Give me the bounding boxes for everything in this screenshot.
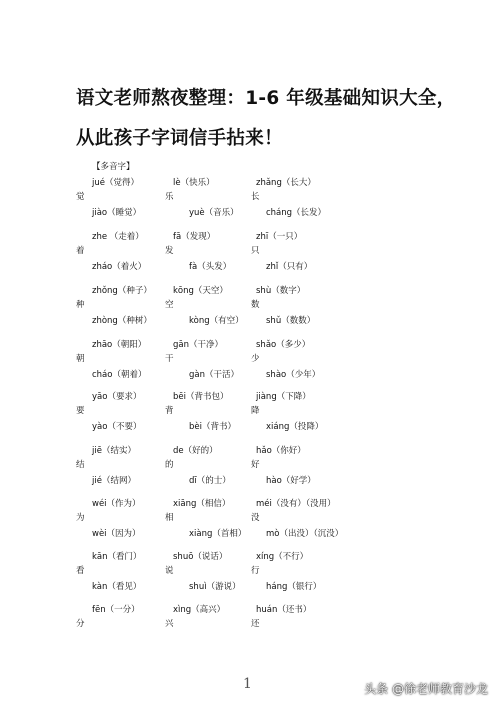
reading-1: zhǒng（种子） — [92, 286, 152, 296]
reading-1: huán（还书） — [256, 605, 312, 615]
reading-1: kān（看门） — [92, 552, 142, 562]
reading-1: zhe （走着） — [92, 232, 144, 242]
reading-1: de（好的） — [173, 446, 218, 456]
reading-1: shǎo（多少） — [256, 340, 311, 350]
polyphonic-character: 发 — [165, 246, 174, 256]
reading-2: wèi（因为） — [92, 529, 141, 539]
polyphonic-character: 只 — [251, 246, 260, 256]
reading-2: dī（的士） — [189, 476, 231, 486]
watermark: 头条 @徐老师教育沙龙 — [364, 682, 488, 696]
reading-1: jiàng（下降） — [256, 392, 311, 402]
polyphonic-row — [0, 550, 500, 598]
reading-2: zhòng（种树） — [92, 316, 152, 326]
reading-1: fā（发现） — [173, 232, 216, 242]
reading-2: cháo（朝着） — [92, 370, 147, 380]
section-label-polyphonic: 【多音字】 — [92, 162, 135, 172]
reading-2: mò（出没）（沉没） — [266, 529, 344, 539]
reading-2: kàn（看见） — [92, 582, 142, 592]
reading-2: jié（结网） — [92, 476, 136, 486]
polyphonic-character: 说 — [165, 566, 174, 576]
reading-2: shuì（游说） — [189, 582, 241, 592]
polyphonic-character: 的 — [165, 460, 174, 470]
polyphonic-row — [0, 338, 500, 386]
reading-1: shù（数字） — [256, 286, 306, 296]
reading-2: shào（少年） — [266, 370, 321, 380]
reading-1: bēi（背书包） — [173, 392, 229, 402]
polyphonic-character: 种 — [76, 300, 85, 310]
reading-1: méi（没有）（没用） — [256, 499, 336, 509]
reading-2: jiào（睡觉） — [92, 208, 142, 218]
polyphonic-character: 看 — [76, 566, 85, 576]
reading-1: kōng（天空） — [173, 286, 228, 296]
article-title-line-2: 从此孩子字词信手拈来！ — [76, 128, 283, 149]
polyphonic-character: 兴 — [165, 619, 174, 629]
polyphonic-character: 朝 — [76, 354, 85, 364]
reading-1: yāo（要求） — [92, 392, 142, 402]
reading-2: fà（头发） — [189, 262, 232, 272]
polyphonic-character: 着 — [76, 246, 85, 256]
reading-2: yào（不要） — [92, 422, 142, 432]
reading-1: shuō（说话） — [173, 552, 228, 562]
polyphonic-character: 还 — [251, 619, 260, 629]
reading-1: zhāo（朝阳） — [92, 340, 147, 350]
polyphonic-character: 好 — [251, 460, 260, 470]
reading-1: xìng（高兴） — [173, 605, 226, 615]
reading-2: háng（银行） — [266, 582, 322, 592]
reading-1: zhǎng（长大） — [256, 178, 316, 188]
polyphonic-character: 觉 — [76, 192, 85, 202]
reading-2: xiàng（首相） — [189, 529, 247, 539]
polyphonic-row — [0, 444, 500, 492]
reading-2: shǔ（数数） — [266, 316, 316, 326]
polyphonic-character: 结 — [76, 460, 85, 470]
polyphonic-row — [0, 230, 500, 278]
polyphonic-character: 要 — [76, 406, 85, 416]
polyphonic-row — [0, 603, 500, 651]
reading-1: xiāng（相信） — [173, 499, 231, 509]
polyphonic-row — [0, 497, 500, 545]
polyphonic-character: 空 — [165, 300, 174, 310]
polyphonic-character: 分 — [76, 619, 85, 629]
polyphonic-character: 背 — [165, 406, 174, 416]
reading-1: wéi（作为） — [92, 499, 141, 509]
polyphonic-character: 降 — [251, 406, 260, 416]
reading-1: jué（觉得） — [92, 178, 139, 188]
polyphonic-character: 为 — [76, 513, 85, 523]
reading-1: lè（快乐） — [173, 178, 215, 188]
polyphonic-character: 没 — [251, 513, 260, 523]
polyphonic-character: 干 — [165, 354, 174, 364]
polyphonic-character: 行 — [251, 566, 260, 576]
polyphonic-row — [0, 176, 500, 224]
reading-1: hǎo（你好） — [256, 446, 306, 456]
polyphonic-row — [0, 284, 500, 332]
polyphonic-character: 乐 — [165, 192, 174, 202]
polyphonic-character: 相 — [165, 513, 174, 523]
polyphonic-character: 数 — [251, 300, 260, 310]
reading-2: zhǐ（只有） — [266, 262, 313, 272]
polyphonic-character: 长 — [251, 192, 260, 202]
reading-1: zhī（一只） — [256, 232, 303, 242]
polyphonic-row — [0, 390, 500, 438]
reading-2: zháo（着火） — [92, 262, 147, 272]
article-title-line-1: 语文老师熬夜整理：1-6 年级基础知识大全， — [76, 88, 456, 109]
reading-2: gàn（干活） — [189, 370, 239, 380]
reading-1: fēn（一分） — [92, 605, 140, 615]
reading-2: bèi（背书） — [189, 422, 236, 432]
reading-2: hào（好学） — [266, 476, 316, 486]
reading-2: cháng（长发） — [266, 208, 327, 218]
reading-1: gān（干净） — [173, 340, 223, 350]
reading-2: kòng（有空） — [189, 316, 244, 326]
reading-1: jiē（结实） — [92, 446, 136, 456]
reading-2: yuè（音乐） — [189, 208, 239, 218]
polyphonic-character: 少 — [251, 354, 260, 364]
page-number: 1 — [243, 676, 252, 692]
reading-2: xiáng（投降） — [266, 422, 324, 432]
reading-1: xíng（不行） — [256, 552, 309, 562]
